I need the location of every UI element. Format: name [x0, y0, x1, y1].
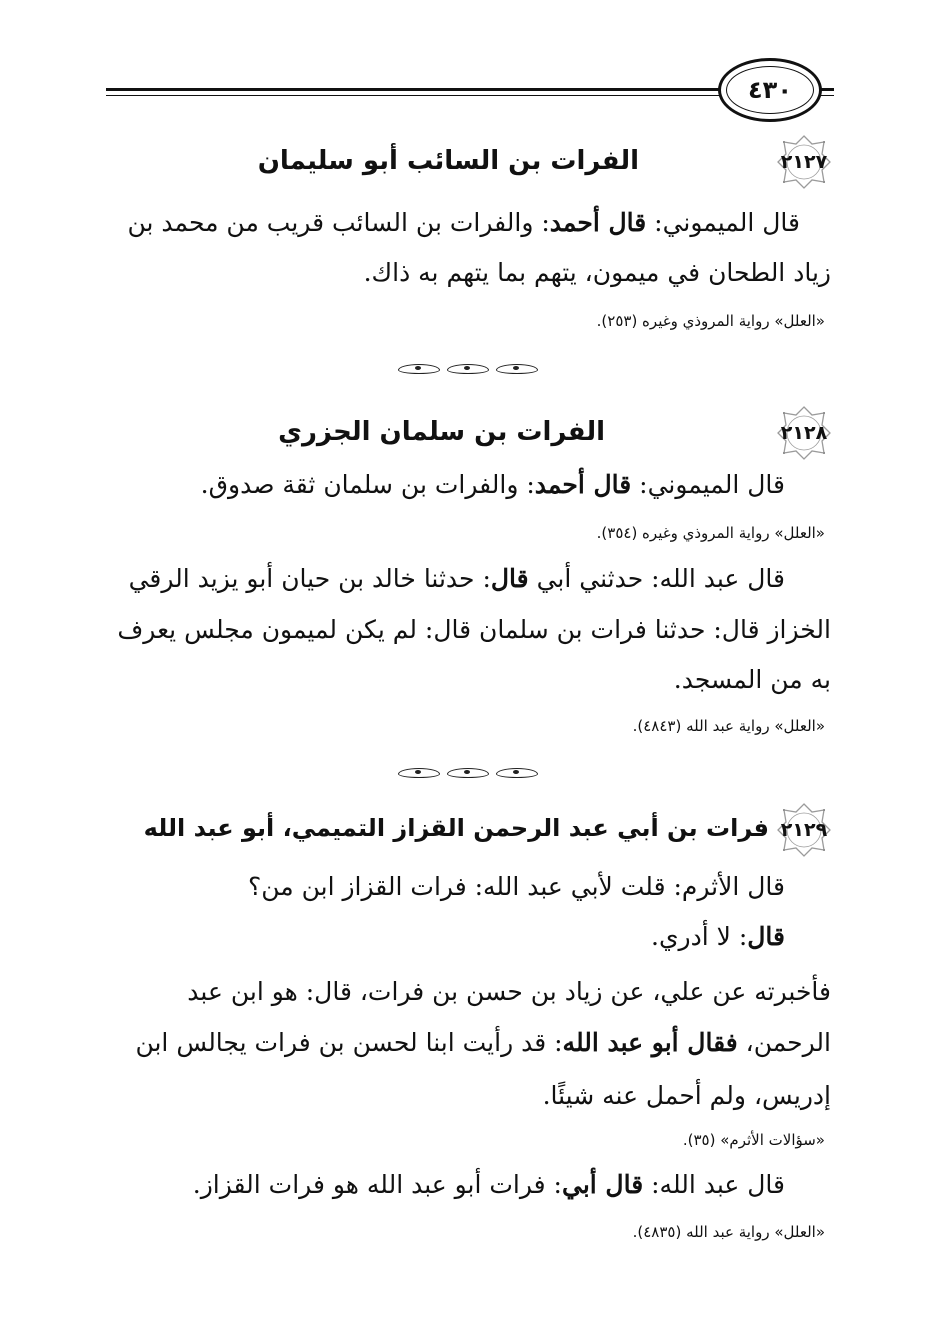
entry-title: فرات بن أبي عبد الرحمن القزاز التميمي، أبو عبد الله [143, 814, 769, 842]
entry-number: ٢١٢٨ [776, 405, 832, 461]
page-number: ٤٣٠ [718, 58, 822, 122]
section-divider-ornament [398, 765, 538, 781]
body-line: إدريس، ولم أحمل عنه شيئًا. [542, 1081, 831, 1110]
body-line: قال عبد الله: قال أبي: فرات أبو عبد الله هو فرات القزاز. [192, 1170, 785, 1199]
source-citation: «سؤالات الأثرم» (٣٥). [682, 1131, 825, 1149]
header-rule-left-thin [106, 95, 720, 96]
body-line: به من المسجد. [673, 665, 831, 694]
source-citation: «العلل» رواية عبد الله (٤٨٤٣). [632, 717, 825, 735]
entry-number: ٢١٢٩ [776, 802, 832, 858]
body-line: قال الأثرم: قلت لأبي عبد الله: فرات القزاز ابن من؟ [247, 872, 785, 901]
source-citation: «العلل» رواية المروذي وغيره (٢٥٣). [596, 312, 825, 330]
entry-number: ٢١٢٧ [776, 134, 832, 190]
body-line: قال الميموني: قال أحمد: والفرات بن سلمان ثقة صدوق. [200, 470, 785, 499]
entry-title: الفرات بن سلمان الجزري [278, 417, 605, 447]
body-line: قال الميموني: قال أحمد: والفرات بن السائب قريب من محمد بن [127, 208, 800, 237]
entry-number-badge [776, 134, 832, 190]
header-rule-left-thick [106, 88, 720, 91]
body-line: قال عبد الله: حدثني أبي قال: حدثنا خالد بن حيان أبو يزيد الرقي [128, 564, 785, 593]
body-line: الخزاز قال: حدثنا فرات بن سلمان قال: لم يكن لميمون مجلس يعرف [117, 615, 831, 644]
entry-number-badge [776, 802, 832, 858]
entry-number-badge [776, 405, 832, 461]
body-line: فأخبرته عن علي، عن زياد بن حسن بن فرات، قال: هو ابن عبد [187, 977, 831, 1006]
entry-title: الفرات بن السائب أبو سليمان [257, 146, 639, 176]
source-citation: «العلل» رواية المروذي وغيره (٣٥٤). [596, 524, 825, 542]
section-divider-ornament [398, 361, 538, 377]
body-line: زياد الطحان في ميمون، يتهم بما يتهم به ذاك. [363, 258, 831, 287]
body-line: قال: لا أدري. [651, 922, 785, 951]
source-citation: «العلل» رواية عبد الله (٤٨٣٥). [632, 1223, 825, 1241]
body-line: الرحمن، فقال أبو عبد الله: قد رأيت ابنا لحسن بن فرات يجالس ابن [135, 1028, 831, 1057]
